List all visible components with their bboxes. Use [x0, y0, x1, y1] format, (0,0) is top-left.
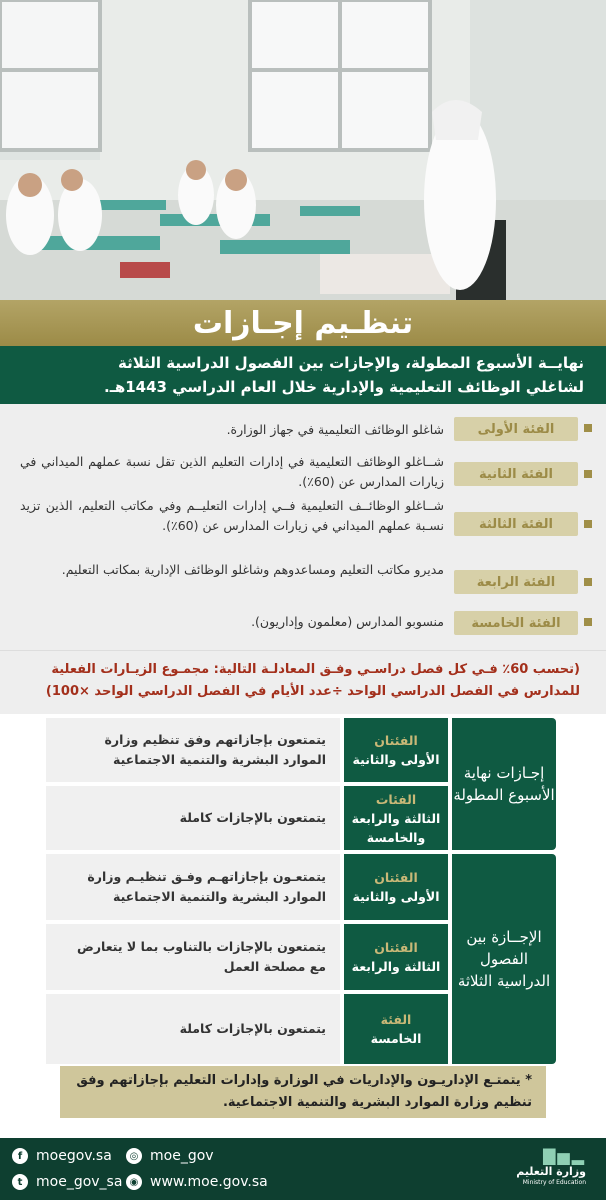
table-row-description: يتمتعون بإجازاتهم وفق تنظيم وزارة الموارد البشرية والتنمية الاجتماعية: [46, 718, 340, 782]
category-title: الفئتان: [374, 870, 418, 885]
categories-section: [0, 404, 606, 650]
twitter-link[interactable]: [12, 1174, 122, 1190]
facebook-icon: f: [12, 1148, 28, 1164]
category-title: الفئتان: [374, 940, 418, 955]
bullet-square-icon: [584, 424, 592, 432]
table-group-weekend: إجـازات نهاية الأسبوع المطولة: [452, 718, 556, 850]
bullet-square-icon: [584, 520, 592, 528]
website-link[interactable]: [126, 1174, 268, 1190]
subtitle-line-1: نهايــة الأسبوع المطولة، والإجازات بين الفصول الدراسية الثلاثة: [118, 354, 584, 372]
ministry-logo-arabic: وزارة التعليم: [516, 1165, 586, 1178]
page-title-bar: [0, 300, 606, 346]
table-row-category: [344, 924, 448, 990]
leave-table-section: [0, 714, 606, 1068]
table-row-description: يتمتعون بالإجازات كاملة: [46, 994, 340, 1064]
category-subtitle: الأولى والثانية: [352, 752, 440, 767]
category-title: الفئة: [380, 1012, 412, 1027]
category-text: شــاغلو الوظائــف التعليمية فــي إدارات التعليــم وفي مكاتب التعليم، الذين تزيد نسـبة عملهم الميداني في زيارات المدارس عن (60٪).: [20, 498, 444, 533]
website-url: www.moe.gov.sa: [150, 1174, 268, 1190]
ministry-logo-icon: ▂▅▇: [543, 1146, 586, 1165]
table-row-description: يتمتعون بالإجازات بالتناوب بما لا يتعارض مع مصلحة العمل: [46, 924, 340, 990]
bullet-square-icon: [584, 618, 592, 626]
globe-icon: ◉: [126, 1174, 142, 1190]
table-group-between-terms: الإجــازة بين الفصول الدراسية الثلاثة: [452, 854, 556, 1064]
category-label: الفئة الأولى: [454, 417, 578, 441]
twitter-icon: t: [12, 1174, 28, 1190]
category-label: الفئة الخامسة: [454, 611, 578, 635]
table-row-category: [344, 854, 448, 920]
category-text: منسوبو المدارس (معلمون وإداريون).: [251, 614, 444, 629]
formula-note: (تحسب 60٪ فـي كل فصل دراسـي وفـق المعادلـة التالية: مجمـوع الزيـارات الفعلية للمدارس في الفصل الدراسي الواحد ÷عدد الأيام في الفصل الدراسي الواحد ×100): [0, 650, 606, 714]
table-row-description: يتمتعـون بإجازاتهـم وفـق تنظيـم وزارة الموارد البشرية والتنمية الاجتماعية: [46, 854, 340, 920]
facebook-link[interactable]: [12, 1148, 112, 1164]
category-title: الفئات: [375, 791, 417, 807]
page-title: تنظـيم إجـازات: [192, 305, 414, 341]
subtitle-bar: [0, 346, 606, 404]
bullet-square-icon: [584, 578, 592, 586]
subtitle-line-2: لشاغلي الوظائف التعليمية والإدارية خلال العام الدراسي 1443هـ.: [104, 378, 584, 396]
table-row-description: يتمتعون بالإجازات كاملة: [46, 786, 340, 850]
ministry-logo: [514, 1146, 586, 1194]
classroom-illustration: [0, 0, 606, 312]
classroom-photo: [0, 0, 606, 312]
category-text: مديرو مكاتب التعليم ومساعدوهم وشاغلو الوظائف الإدارية بمكاتب التعليم.: [61, 562, 444, 577]
table-row-category: [344, 994, 448, 1064]
table-row-category: [344, 786, 448, 850]
category-label: الفئة الثالثة: [454, 512, 578, 536]
category-subtitle: الأولى والثانية: [352, 889, 440, 904]
table-row-category: [344, 718, 448, 782]
facebook-handle: moegov.sa: [36, 1148, 112, 1164]
category-subtitle: الثالثة والرابعة والخامسة: [351, 810, 441, 845]
category-title: الفئتان: [374, 733, 418, 748]
leave-table: [46, 718, 556, 1064]
footer: [0, 1138, 606, 1200]
footnote: * يتمتـع الإداريـون والإداريات في الوزارة وإدارات التعليم بإجازاتهم وفق تنظيم وزارة الموارد البشرية والتنمية الاجتماعية.: [60, 1066, 546, 1118]
category-label: الفئة الثانية: [454, 462, 578, 486]
category-text: شاغلو الوظائف التعليمية في جهاز الوزارة.: [226, 422, 444, 437]
category-label: الفئة الرابعة: [454, 570, 578, 594]
ministry-logo-english: Ministry of Education: [522, 1179, 586, 1186]
category-subtitle: الخامسة: [370, 1031, 422, 1046]
instagram-icon: ◎: [126, 1148, 142, 1164]
instagram-link[interactable]: [126, 1148, 214, 1164]
category-text: شــاغلو الوظائف التعليمية في إدارات التعليم الذين تقل نسبة عملهم الميداني في زيارات المدارس عن (60٪).: [20, 454, 444, 489]
bullet-square-icon: [584, 470, 592, 478]
twitter-handle: moe_gov_sa: [36, 1174, 123, 1190]
category-subtitle: الثالثة والرابعة: [351, 959, 441, 974]
instagram-handle: moe_gov: [150, 1148, 214, 1164]
